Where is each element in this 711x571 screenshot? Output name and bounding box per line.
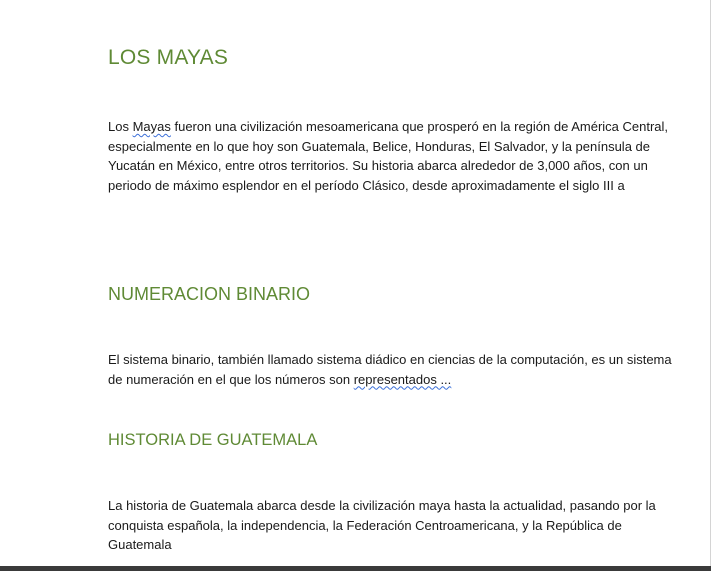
status-bar [0, 566, 711, 571]
heading-historia-guatemala: HISTORIA DE GUATEMALA [108, 431, 318, 449]
text-run: Los [108, 119, 133, 134]
paragraph-line: conquista española, la independencia, la Federación Centroamericana, y la República de [108, 517, 622, 533]
paragraph-line: Guatemala [108, 537, 172, 552]
paragraph-line: especialmente en lo que hoy son Guatemala, Belice, Honduras, El Salvador, y la península de [108, 138, 651, 154]
paragraph-line: periodo de máximo esplendor en el período Clásico, desde aproximadamente el siglo III a [108, 177, 625, 193]
grammar-flagged-text[interactable]: representados ... [353, 371, 452, 387]
paragraph-los-mayas[interactable] [108, 117, 708, 195]
heading-numeracion-binario: NUMERACION BINARIO [108, 284, 311, 304]
paragraph-line [108, 370, 708, 390]
paragraph-line: Yucatán en México, entre otros territorios. Su historia abarca alrededor de 3,000 años, con un [108, 158, 648, 173]
paragraph-numeracion-binario[interactable] [108, 350, 708, 389]
paragraph-line: El sistema binario, también llamado sistema diádico en ciencias de la computación, es un sistema [108, 352, 672, 367]
paragraph-historia-guatemala[interactable] [108, 496, 708, 555]
text-run: de numeración en el que los números son [108, 371, 354, 387]
text-run: fueron una civilización mesoamericana que prosperó en la región de América Central, [170, 119, 669, 134]
paragraph-line [108, 117, 708, 137]
spellcheck-flagged-word[interactable]: Mayas [132, 119, 171, 134]
paragraph-line: La historia de Guatemala abarca desde la civilización maya hasta la actualidad, pasando por la [108, 498, 656, 513]
heading-los-mayas: LOS MAYAS [108, 46, 229, 69]
